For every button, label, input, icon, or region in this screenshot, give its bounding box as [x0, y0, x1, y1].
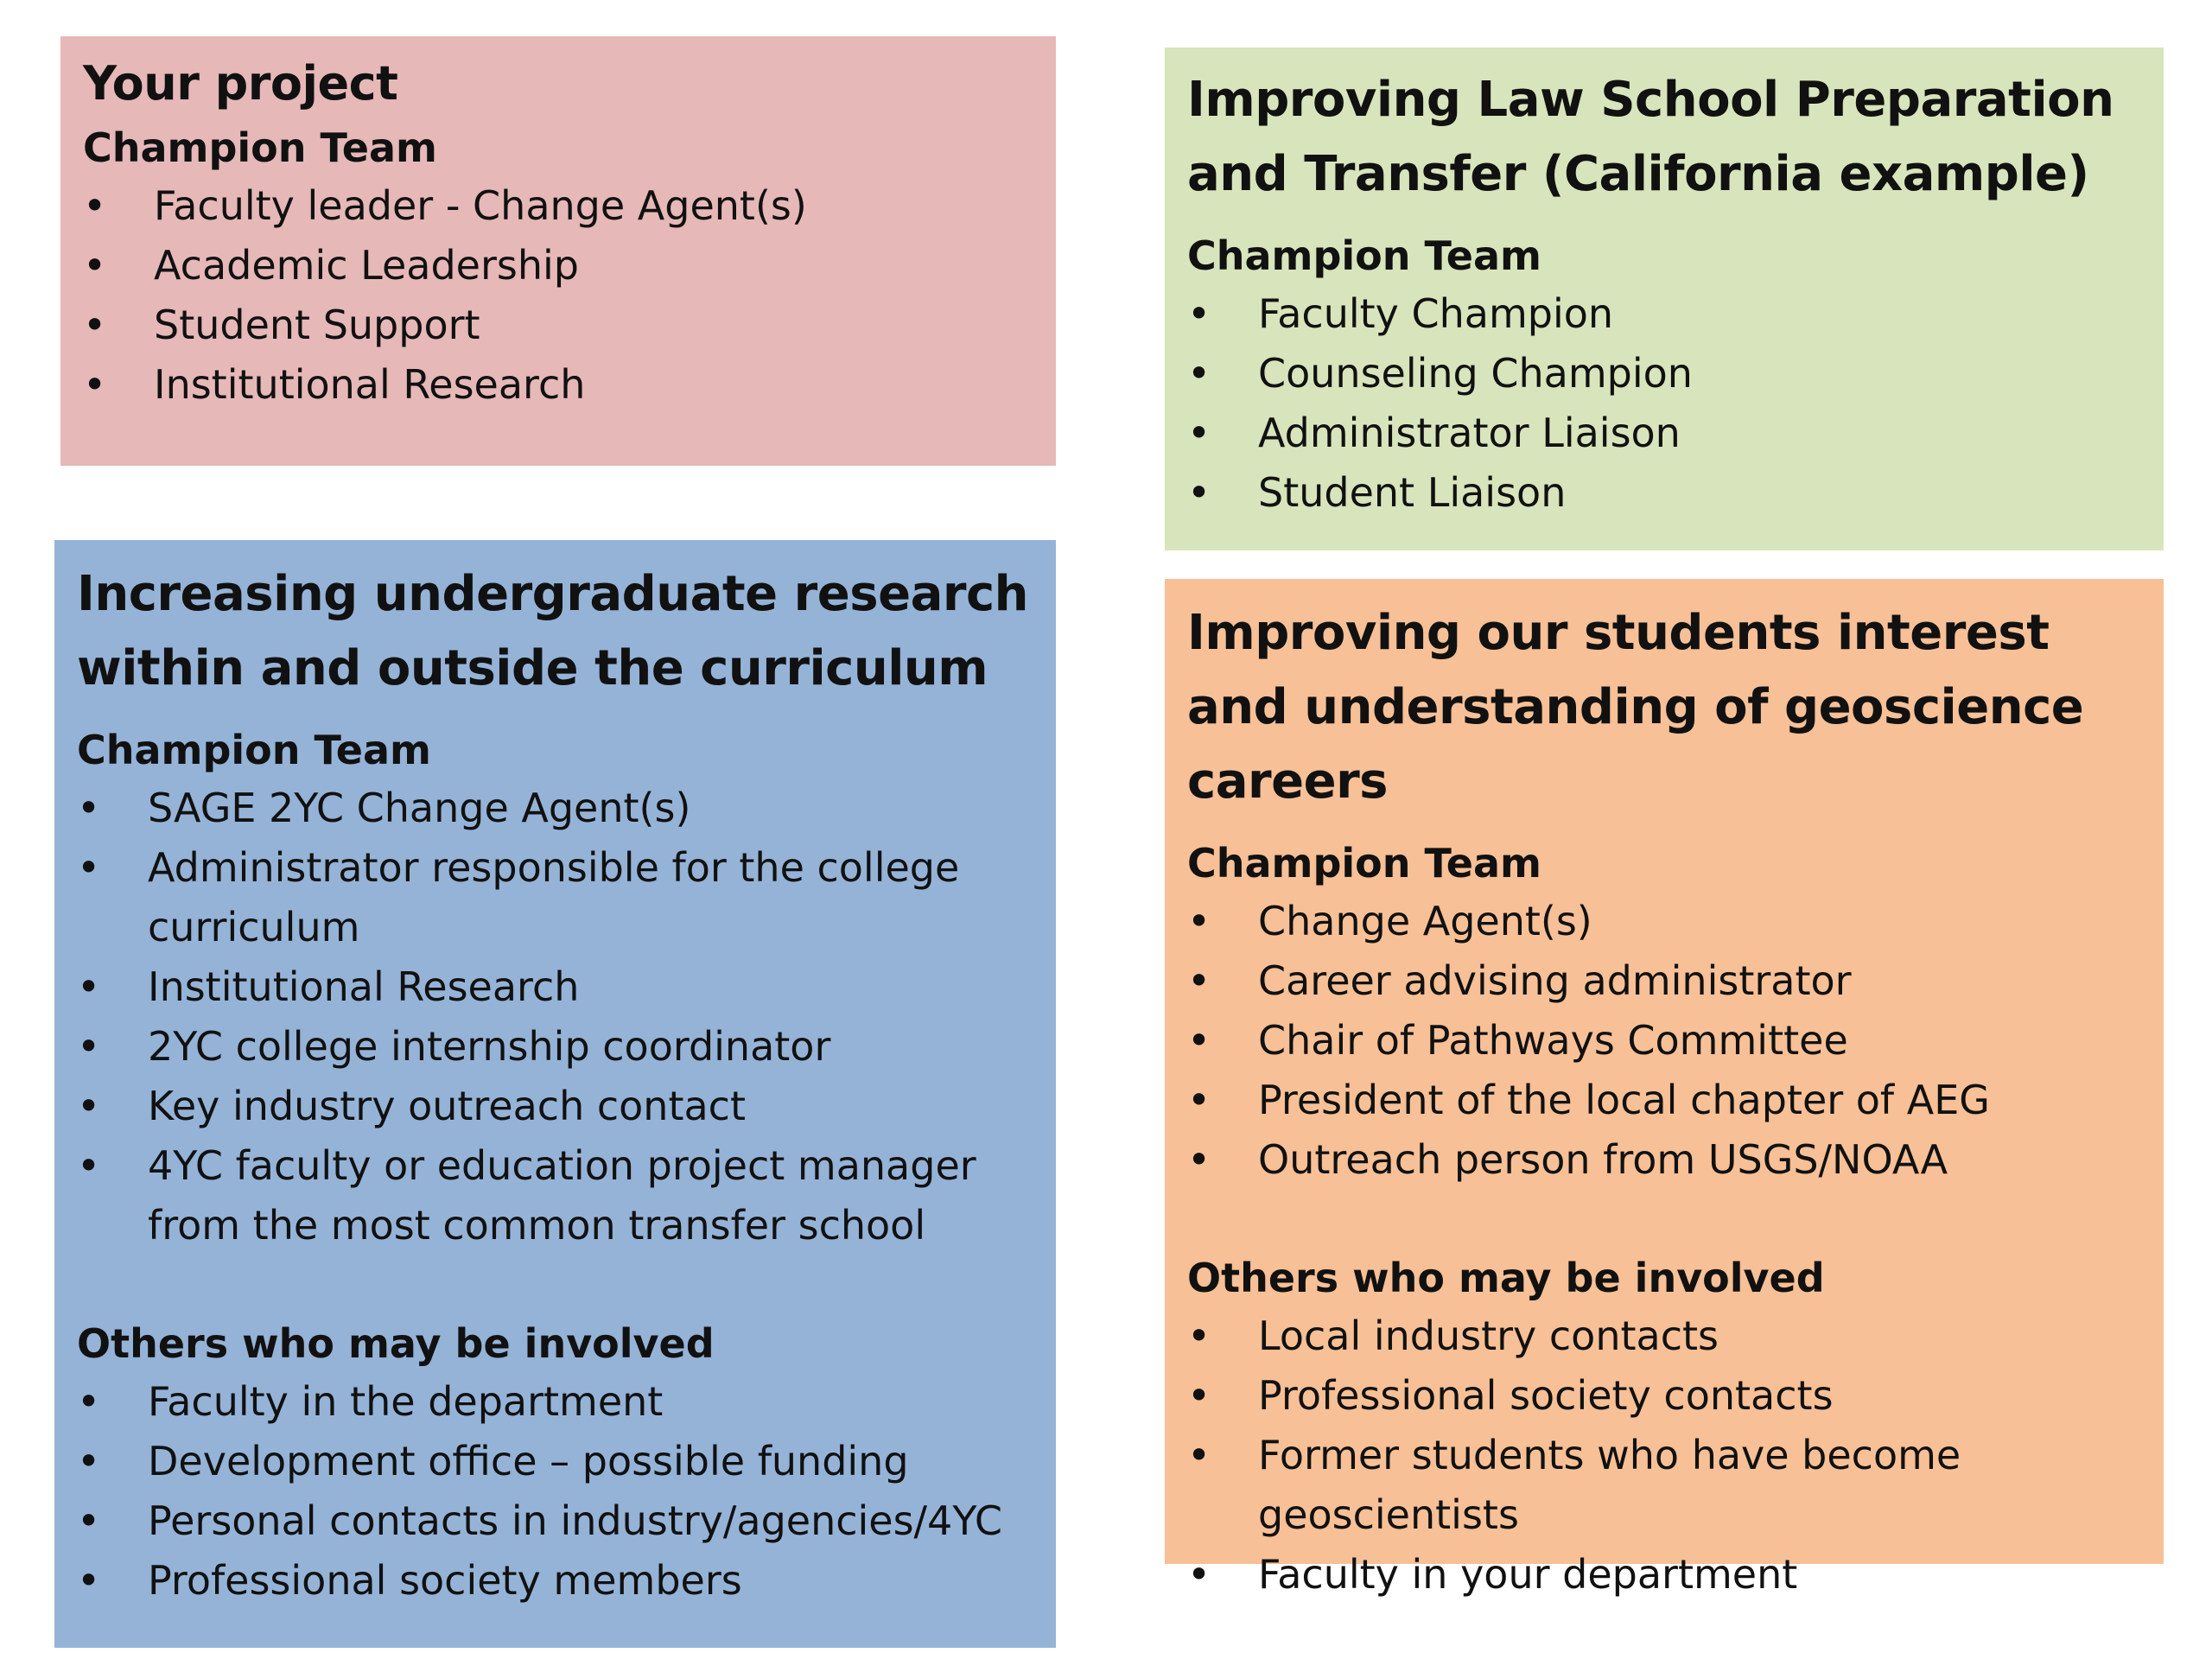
- bullet-icon: •: [1187, 350, 1211, 397]
- law-champion-list: [1187, 284, 2141, 523]
- list-item: • Institutional Research: [83, 355, 1033, 415]
- list-item: • President of the local chapter of AEG: [1187, 1071, 2141, 1130]
- project-champion-heading: Champion Team: [83, 124, 437, 171]
- bullet-icon: •: [1187, 898, 1211, 944]
- bullet-icon: •: [1187, 1313, 1211, 1359]
- research-box: [54, 540, 1056, 1648]
- list-item: • Personal contacts in industry/agencies/4YC: [77, 1491, 1033, 1551]
- list-item: • Development office – possible funding: [77, 1432, 1033, 1491]
- list-item: • Career advising administrator: [1187, 951, 2141, 1011]
- list-item: • Faculty leader - Change Agent(s): [83, 176, 1033, 236]
- research-title: Increasing undergraduate research within and outside the curriculum: [77, 566, 1029, 696]
- geo-others-heading: Others who may be involved: [1187, 1255, 1825, 1301]
- geo-champion-list: [1187, 892, 2141, 1190]
- bullet-icon: •: [77, 1557, 101, 1604]
- law-champion-heading: Champion Team: [1187, 232, 1541, 279]
- project-title: Your project: [83, 56, 398, 111]
- research-others-heading: Others who may be involved: [77, 1320, 715, 1367]
- bullet-icon: •: [83, 242, 107, 289]
- list-item: • Key industry outreach contact: [77, 1077, 1033, 1136]
- list-item: • Student Support: [83, 296, 1033, 355]
- list-item: • Counseling Champion: [1187, 344, 2141, 404]
- list-item: • Faculty in the department: [77, 1372, 1033, 1432]
- bullet-icon: •: [77, 1023, 101, 1070]
- list-item: • Faculty in your department: [1187, 1545, 2141, 1605]
- list-item: • Institutional Research: [77, 957, 1033, 1017]
- bullet-icon: •: [77, 1083, 101, 1129]
- bullet-icon: •: [1187, 1136, 1211, 1183]
- project-champion-list: [83, 176, 1033, 415]
- research-champion-heading: Champion Team: [77, 727, 431, 773]
- research-champion-list: [77, 779, 1033, 1255]
- list-item: • 4YC faculty or education project manager from the most common transfer school: [77, 1136, 1033, 1255]
- law-school-box: [1165, 48, 2164, 550]
- list-item: • Professional society members: [77, 1551, 1033, 1611]
- list-item: • Change Agent(s): [1187, 892, 2141, 951]
- bullet-icon: •: [83, 182, 107, 229]
- bullet-icon: •: [77, 1378, 101, 1425]
- bullet-icon: •: [1187, 1077, 1211, 1123]
- bullet-icon: •: [1187, 957, 1211, 1004]
- bullet-icon: •: [77, 1142, 101, 1189]
- list-item: • Student Liaison: [1187, 463, 2141, 523]
- list-item: • Local industry contacts: [1187, 1306, 2141, 1366]
- project-box: [60, 36, 1056, 466]
- geo-others-list: [1187, 1306, 2141, 1605]
- geoscience-box: [1165, 579, 2164, 1598]
- bullet-icon: •: [77, 1438, 101, 1484]
- bullet-icon: •: [83, 302, 107, 348]
- list-item: • Chair of Pathways Committee: [1187, 1011, 2141, 1071]
- bullet-icon: •: [77, 785, 101, 831]
- list-item: • Faculty Champion: [1187, 284, 2141, 344]
- bullet-icon: •: [1187, 290, 1211, 337]
- geoscience-title: Improving our students interest and understanding of geoscience careers: [1187, 605, 2084, 810]
- bullet-icon: •: [77, 844, 101, 891]
- list-item: • SAGE 2YC Change Agent(s): [77, 779, 1033, 838]
- spacer: [77, 1255, 1033, 1315]
- bullet-icon: •: [1187, 1372, 1211, 1419]
- bullet-icon: •: [1187, 1017, 1211, 1064]
- geo-champion-heading: Champion Team: [1187, 840, 1541, 887]
- bullet-icon: •: [1187, 469, 1211, 516]
- list-item: • 2YC college internship coordinator: [77, 1017, 1033, 1077]
- research-others-list: [77, 1372, 1033, 1611]
- bullet-icon: •: [77, 963, 101, 1010]
- list-item: • Administrator responsible for the college curriculum: [77, 838, 1033, 957]
- spacer: [1187, 1190, 2141, 1249]
- list-item: • Former students who have become geoscientists: [1187, 1426, 2141, 1545]
- list-item: • Administrator Liaison: [1187, 404, 2141, 463]
- list-item: • Professional society contacts: [1187, 1366, 2141, 1426]
- bullet-icon: •: [77, 1497, 101, 1544]
- bullet-icon: •: [83, 361, 107, 408]
- bullet-icon: •: [1187, 410, 1211, 456]
- list-item: • Academic Leadership: [83, 236, 1033, 296]
- bullet-icon: •: [1187, 1551, 1211, 1598]
- law-school-title: Improving Law School Preparation and Transfer (California example): [1187, 72, 2114, 202]
- list-item: • Outreach person from USGS/NOAA: [1187, 1130, 2141, 1190]
- bullet-icon: •: [1187, 1432, 1211, 1478]
